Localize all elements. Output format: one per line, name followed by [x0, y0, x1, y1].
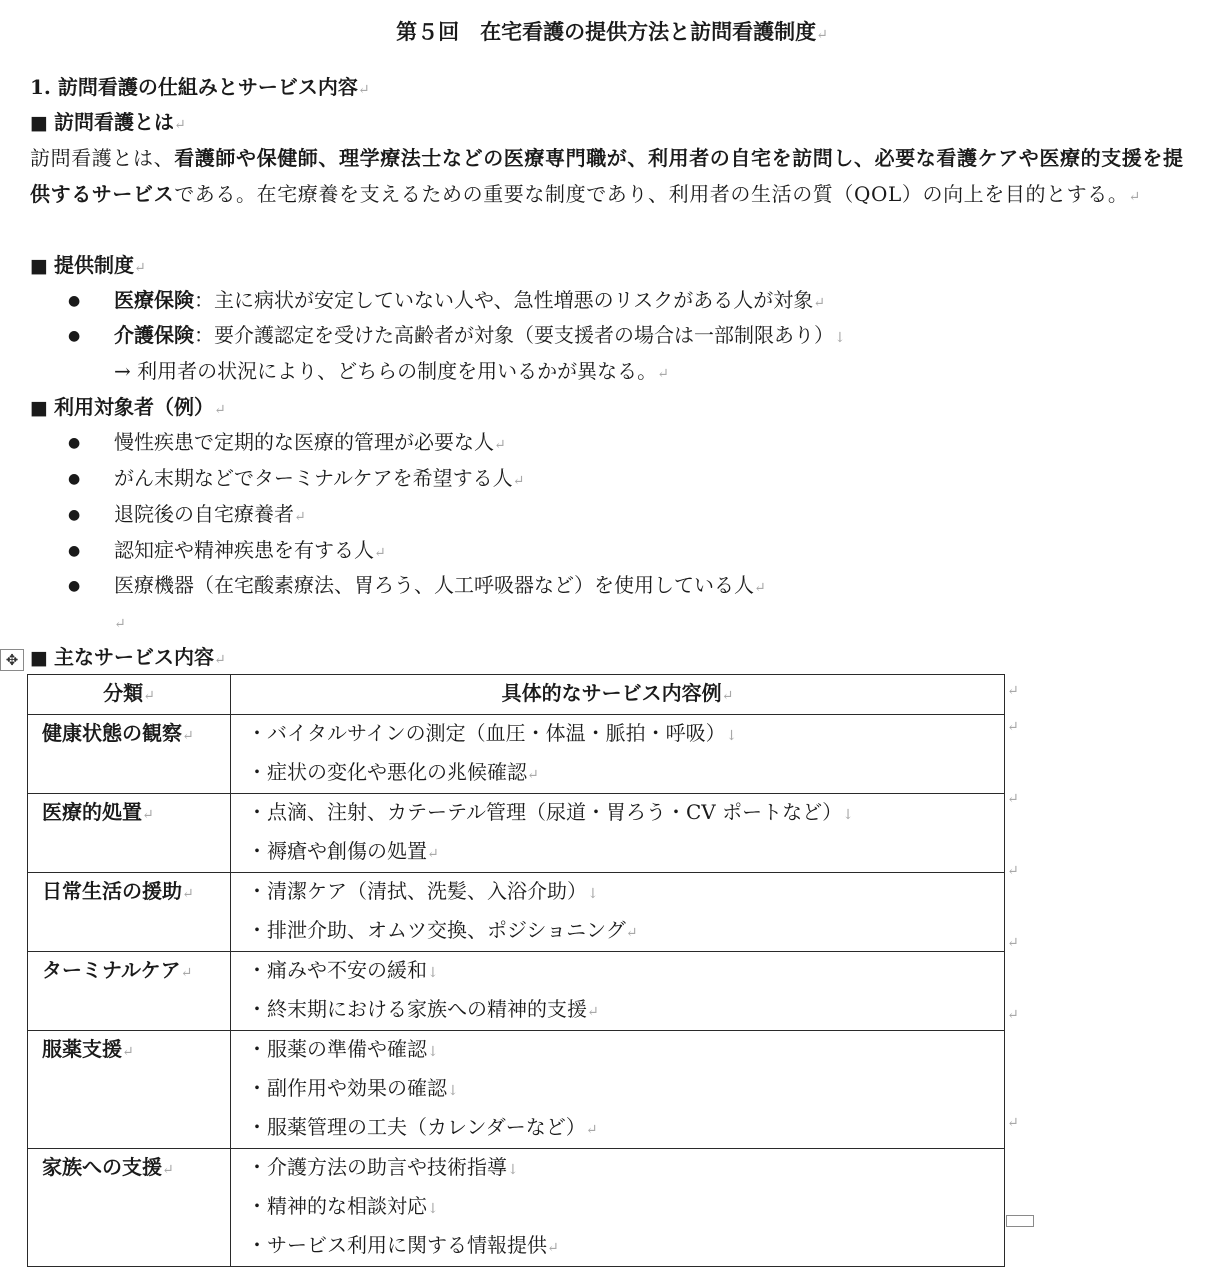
- row-end-mark: ↵: [1007, 935, 1019, 951]
- line-break-mark: ↓: [587, 886, 599, 902]
- paragraph-mark: ↵: [122, 1044, 134, 1060]
- paragraph-mark: ↵: [585, 1122, 598, 1138]
- paragraph-mark: ↵: [721, 688, 734, 704]
- paragraph-mark: ↵: [427, 846, 439, 862]
- paragraph-mark: ↵: [213, 652, 226, 668]
- row-end-mark: ↵: [1007, 863, 1019, 879]
- paragraph-mark: ↵: [547, 1240, 559, 1256]
- paragraph-mark: ↵: [754, 580, 766, 596]
- category-cell: 家族への支援↵: [28, 1149, 231, 1267]
- paragraph-mark: ↵: [527, 767, 539, 783]
- paragraph-mark: ↵: [813, 295, 825, 311]
- items-cell: ・点滴、注射、カテーテル管理（尿道・胃ろう・CV ポートなど）↓ ・褥瘡や創傷の処置↵: [231, 794, 1005, 873]
- paragraph-mark: ↵: [816, 27, 828, 43]
- empty-paragraph: [114, 603, 126, 642]
- header-category: 分類↵: [28, 675, 231, 715]
- items-cell: ・介護方法の助言や技術指導↓ ・精神的な相談対応↓ ・サービス利用に関する情報提供↵: [231, 1149, 1005, 1267]
- table-row: [28, 1149, 1005, 1267]
- paragraph-mark: ↵: [133, 260, 146, 276]
- bullet-icon: ●: [68, 578, 81, 594]
- items-cell: ・服薬の準備や確認↓ ・副作用や効果の確認↓ ・服薬管理の工夫（カレンダーなど）↵: [231, 1031, 1005, 1149]
- services-table: [27, 674, 1005, 1267]
- bullet-icon: ●: [68, 293, 81, 309]
- row-end-mark: ↵: [1007, 683, 1019, 699]
- table-row: [28, 715, 1005, 794]
- line-break-mark: ↓: [447, 1083, 459, 1099]
- bullet-icon: ●: [68, 471, 81, 487]
- paragraph-mark: ↵: [494, 437, 506, 453]
- items-cell: ・痛みや不安の緩和↓ ・終末期における家族への精神的支援↵: [231, 952, 1005, 1031]
- bullet-icon: ●: [68, 543, 81, 559]
- targets-heading: ■ 利用対象者（例）↵: [30, 395, 226, 419]
- paragraph-mark: ↵: [625, 925, 638, 941]
- square-bullet-icon: ■: [30, 112, 48, 134]
- paragraph-mark: ↵: [180, 965, 193, 981]
- bullet-icon: ●: [68, 507, 81, 523]
- table-row: [28, 873, 1005, 952]
- row-end-mark: ↵: [1007, 1115, 1019, 1131]
- line-break-mark: ↓: [725, 728, 738, 744]
- services-heading: ■ 主なサービス内容↵: [30, 645, 226, 669]
- category-cell: 服薬支援↵: [28, 1031, 231, 1149]
- systems-heading: ■ 提供制度↵: [30, 253, 146, 277]
- bullet-icon: ●: [68, 328, 81, 344]
- about-paragraph: 訪問看護とは、看護師や保健師、理学療法士などの医療専門職が、利用者の自宅を訪問し、必要な看護ケアや医療的支援を提供するサービスである。在宅療養を支えるための重要な制度であり、利用者の生活の質（QOL）の向上を目的とする。↵: [30, 146, 1184, 206]
- paragraph-mark: ↵: [357, 82, 370, 98]
- list-item: ● 医療保険：主に病状が安定していない人や、急性増悪のリスクがある人が対象↵: [68, 282, 825, 321]
- paragraph-mark: ↵: [173, 117, 186, 133]
- about-heading: ■ 訪問看護とは↵: [30, 110, 186, 134]
- paragraph-mark: ↵: [374, 545, 386, 561]
- list-item: ● 慢性疾患で定期的な医療的管理が必要な人↵: [68, 424, 506, 463]
- paragraph-mark: ↵: [512, 473, 525, 489]
- paragraph-mark: ↵: [182, 728, 194, 744]
- square-bullet-icon: ■: [30, 255, 48, 277]
- paragraph-mark: ↵: [142, 807, 154, 823]
- square-bullet-icon: ■: [30, 397, 48, 419]
- paragraph-mark: ↵: [1128, 189, 1141, 205]
- paragraph-mark: ↵: [143, 688, 155, 704]
- document-title: 第５回 在宅看護の提供方法と訪問看護制度↵: [396, 19, 828, 44]
- line-break-mark: ↓: [842, 807, 854, 823]
- table-header-row: [28, 675, 1005, 715]
- section-heading: 1. 訪問看護の仕組みとサービス内容↵: [30, 75, 370, 99]
- row-end-mark: ↵: [1007, 719, 1019, 735]
- list-item: ● がん末期などでターミナルケアを希望する人↵: [68, 460, 524, 499]
- category-cell: 日常生活の援助↵: [28, 873, 231, 952]
- paragraph-mark: ↵: [587, 1004, 599, 1020]
- arrow-note: → 利用者の状況により、どちらの制度を用いるかが異なる。↵: [114, 359, 669, 383]
- line-break-mark: ↓: [427, 965, 439, 981]
- table-row: [28, 1031, 1005, 1149]
- row-end-mark: ↵: [1007, 791, 1019, 807]
- list-item: ● 退院後の自宅療養者↵: [68, 496, 306, 535]
- line-break-mark: ↓: [427, 1201, 439, 1217]
- list-item: ● 介護保険：要介護認定を受けた高齢者が対象（要支援者の場合は一部制限あり）↓: [68, 317, 846, 356]
- paragraph-mark: ↵: [213, 402, 226, 418]
- square-bullet-icon: ■: [30, 647, 48, 669]
- line-break-mark: ↓: [507, 1162, 519, 1178]
- category-cell: ターミナルケア↵: [28, 952, 231, 1031]
- table-resize-handle[interactable]: [1006, 1215, 1034, 1227]
- paragraph-mark: ↵: [294, 509, 306, 525]
- line-break-mark: ↓: [427, 1044, 439, 1060]
- header-examples: 具体的なサービス内容例↵: [231, 675, 1005, 715]
- list-item: ● 認知症や精神疾患を有する人↵: [68, 532, 386, 571]
- items-cell: ・清潔ケア（清拭、洗髪、入浴介助）↓ ・排泄介助、オムツ交換、ポジショニング↵: [231, 873, 1005, 952]
- paragraph-mark: ↵: [182, 886, 194, 902]
- items-cell: ・バイタルサインの測定（血圧・体温・脈拍・呼吸）↓ ・症状の変化や悪化の兆候確認↵: [231, 715, 1005, 794]
- paragraph-mark: ↵: [657, 366, 669, 382]
- list-item: ● 医療機器（在宅酸素療法、胃ろう、人工呼吸器など）を使用している人↵: [68, 567, 766, 606]
- line-break-mark: ↓: [834, 330, 846, 346]
- bullet-icon: ●: [68, 435, 81, 451]
- category-cell: 健康状態の観察↵: [28, 715, 231, 794]
- table-row: [28, 952, 1005, 1031]
- category-cell: 医療的処置↵: [28, 794, 231, 873]
- table-row: [28, 794, 1005, 873]
- row-end-mark: ↵: [1007, 1007, 1019, 1023]
- paragraph-mark: ↵: [162, 1162, 174, 1178]
- table-move-handle-icon[interactable]: ✥: [0, 649, 24, 671]
- paragraph-mark: ↵: [114, 616, 126, 632]
